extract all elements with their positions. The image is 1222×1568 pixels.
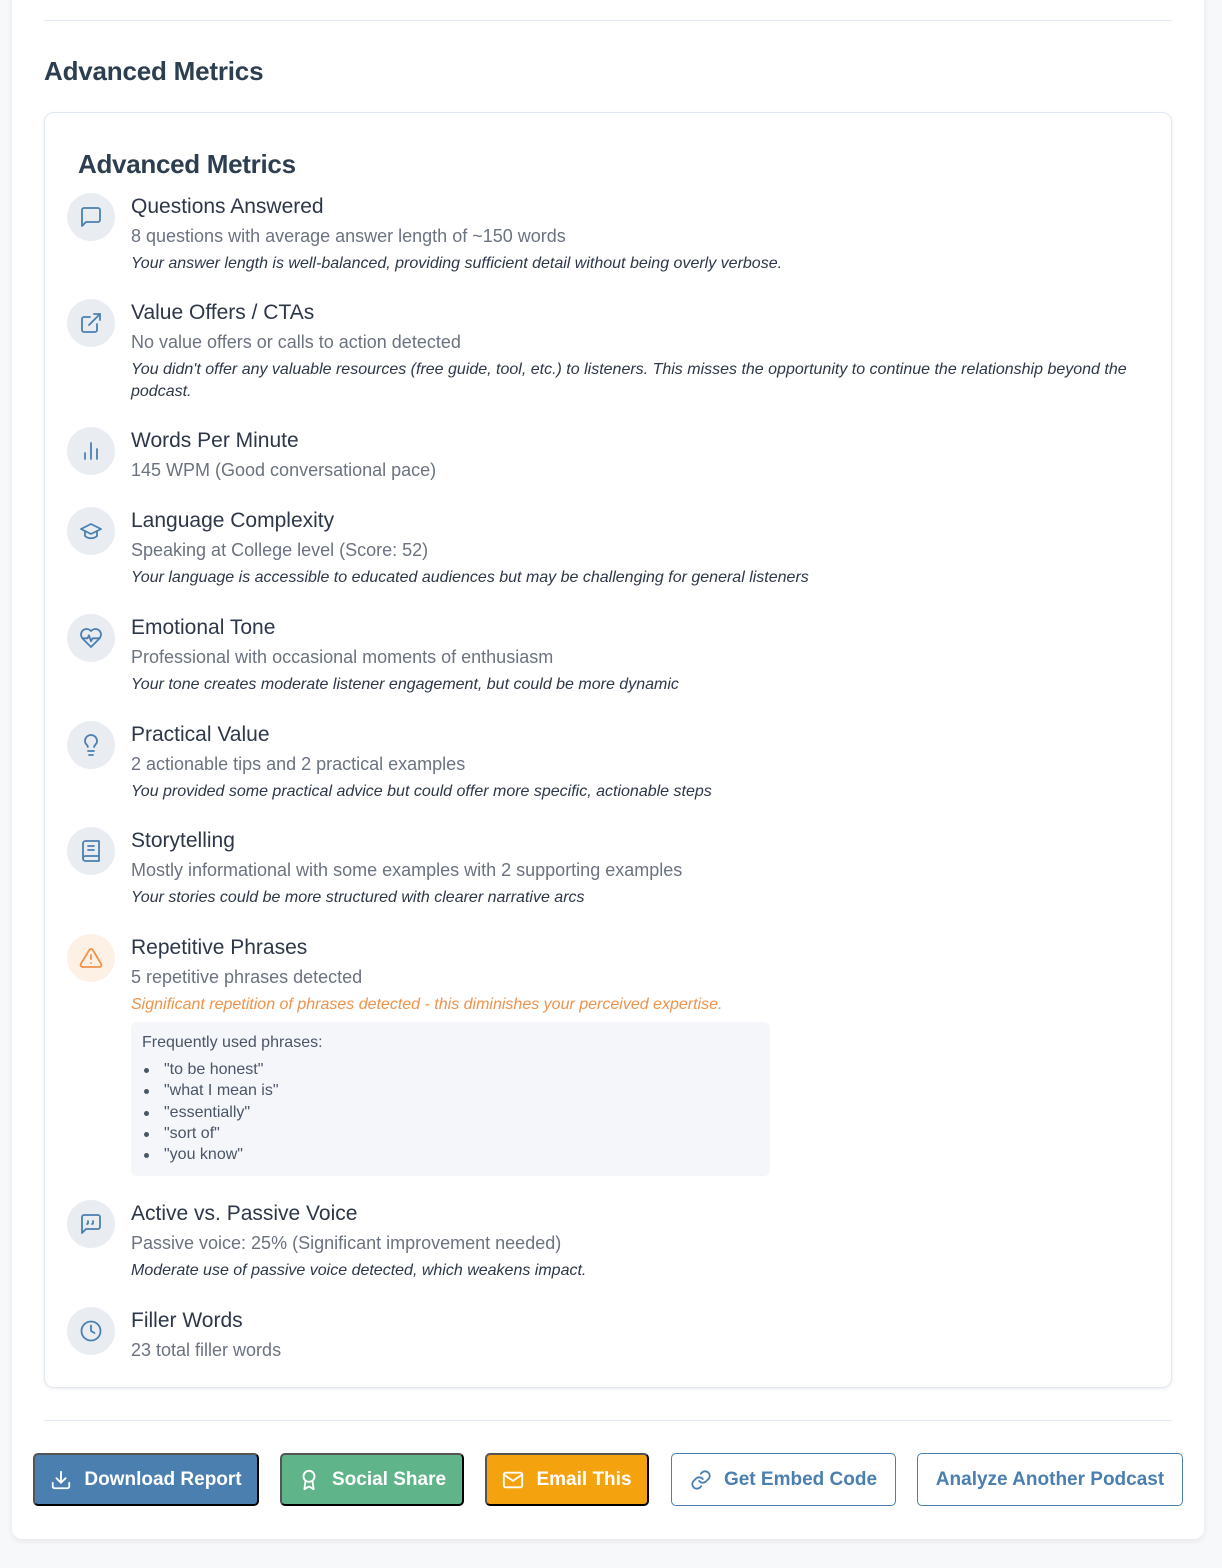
metric-warning-note: Significant repetition of phrases detected - this diminishes your perceived expertise.	[131, 996, 723, 1013]
metric-value: 2 actionable tips and 2 practical examples	[131, 754, 466, 774]
metric-title: Practical Value	[131, 723, 270, 746]
metric-title: Questions Answered	[131, 195, 324, 218]
metric-value: Professional with occasional moments of enthusiasm	[131, 647, 554, 667]
section-title: Advanced Metrics	[44, 56, 264, 86]
phrase-item: "sort of"	[142, 1123, 759, 1144]
phrases-box	[131, 1022, 770, 1176]
divider	[44, 1420, 1172, 1421]
button-label: Social Share	[331, 1468, 447, 1490]
metric-value: 5 repetitive phrases detected	[131, 967, 363, 987]
lightbulb-icon	[67, 721, 115, 769]
metric-title: Language Complexity	[131, 509, 335, 532]
bar-chart-icon	[67, 427, 115, 475]
button-label: Email This	[536, 1468, 632, 1490]
button-label: Get Embed Code	[723, 1468, 878, 1490]
button-label: Analyze Another Podcast	[935, 1468, 1165, 1490]
card-title: Advanced Metrics	[78, 149, 296, 179]
advanced-metrics-card	[44, 112, 1172, 1388]
metric-value: No value offers or calls to action detected	[131, 332, 461, 352]
metric-value: 145 WPM (Good conversational pace)	[131, 460, 437, 480]
external-link-icon	[67, 299, 115, 347]
metric-value: Speaking at College level (Score: 52)	[131, 540, 429, 560]
metric-value: 8 questions with average answer length of ~150 words	[131, 226, 566, 246]
metric-title: Value Offers / CTAs	[131, 301, 315, 324]
book-icon	[67, 827, 115, 875]
phrase-item: "to be honest"	[142, 1059, 759, 1080]
metric-note: You didn't offer any valuable resources (free guide, tool, etc.) to listeners. This misses the opportunity to continue the relationship beyond the podcast.	[131, 361, 1127, 400]
phrases-list	[142, 1059, 759, 1165]
metric-value: 23 total filler words	[131, 1340, 282, 1360]
clock-icon	[67, 1307, 115, 1355]
metric-title: Active vs. Passive Voice	[131, 1202, 358, 1225]
social-share-button[interactable]	[280, 1453, 464, 1506]
metric-note: Your answer length is well-balanced, providing sufficient detail without being overly verbose.	[131, 255, 783, 272]
metric-note: Your stories could be more structured with clearer narrative arcs	[131, 889, 585, 906]
metric-title: Storytelling	[131, 829, 235, 852]
metric-note: Your tone creates moderate listener engagement, but could be more dynamic	[131, 676, 679, 693]
report-panel	[12, 0, 1204, 1539]
metric-value: Mostly informational with some examples with 2 supporting examples	[131, 860, 683, 880]
metric-title: Repetitive Phrases	[131, 936, 308, 959]
graduation-cap-icon	[67, 507, 115, 555]
metric-value: Passive voice: 25% (Significant improvement needed)	[131, 1233, 562, 1253]
metric-title: Filler Words	[131, 1309, 243, 1332]
phrase-item: "what I mean is"	[142, 1080, 759, 1101]
metric-note: You provided some practical advice but could offer more specific, actionable steps	[131, 783, 712, 800]
button-label: Download Report	[84, 1468, 242, 1490]
phrase-item: "essentially"	[142, 1102, 759, 1123]
analyze-another-podcast-button[interactable]	[917, 1453, 1183, 1506]
metric-title: Words Per Minute	[131, 429, 299, 452]
message-quote-icon	[67, 1200, 115, 1248]
divider	[44, 20, 1172, 21]
heart-pulse-icon	[67, 614, 115, 662]
link-icon	[690, 1469, 712, 1491]
download-icon	[50, 1469, 72, 1491]
warning-triangle-icon	[67, 934, 115, 982]
download-report-button[interactable]	[33, 1453, 259, 1506]
phrases-title: Frequently used phrases:	[142, 1034, 323, 1051]
mail-icon	[502, 1469, 524, 1491]
award-icon	[298, 1469, 320, 1491]
phrase-item: "you know"	[142, 1144, 759, 1165]
message-square-icon	[67, 193, 115, 241]
email-this-button[interactable]	[485, 1453, 649, 1506]
metric-title: Emotional Tone	[131, 616, 276, 639]
metric-note: Your language is accessible to educated audiences but may be challenging for general listeners	[131, 569, 809, 586]
metric-note: Moderate use of passive voice detected, which weakens impact.	[131, 1262, 587, 1279]
get-embed-code-button[interactable]	[671, 1453, 896, 1506]
